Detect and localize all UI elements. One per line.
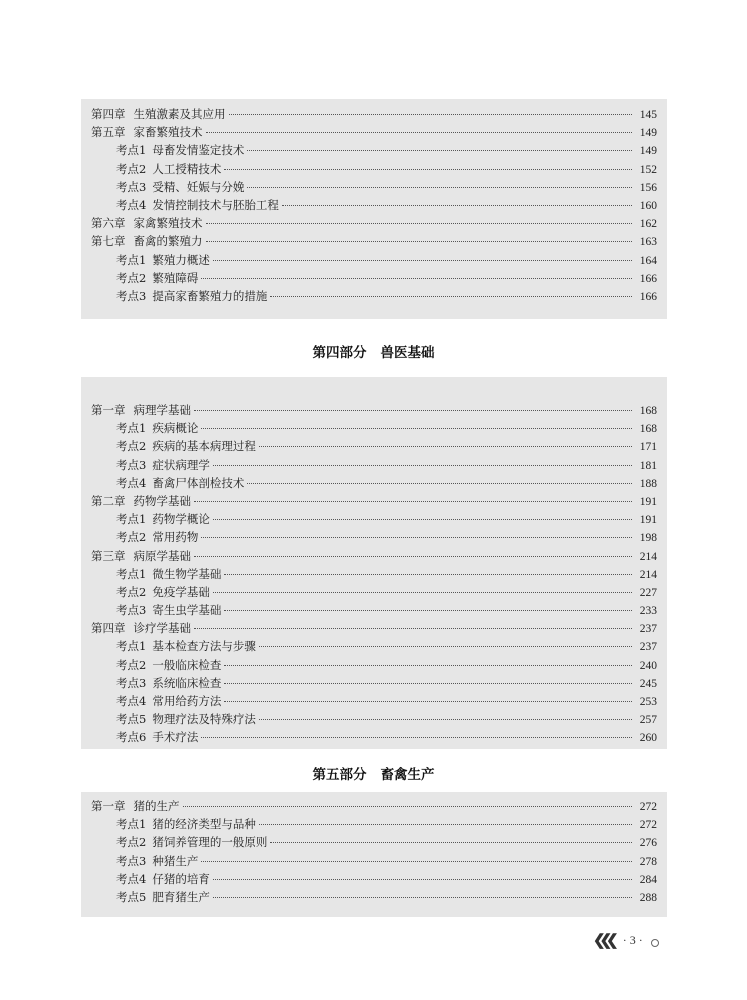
entry-page-number: 214: [639, 550, 657, 563]
entry-title: [116, 601, 221, 619]
entry-title: [116, 160, 221, 178]
toc-topic-entry[interactable]: [91, 474, 657, 492]
entry-number: 考点2: [116, 835, 147, 850]
entry-text: 常用药物: [152, 530, 199, 545]
entry-title: [116, 178, 244, 196]
entry-page-number: 240: [639, 659, 657, 672]
entry-title: [116, 833, 267, 851]
dot-leader: [213, 879, 632, 880]
entry-number: 考点2: [116, 584, 147, 599]
entry-text: 手术疗法: [152, 730, 199, 745]
entry-text: 繁殖力概述: [152, 252, 210, 267]
entry-title: [116, 456, 210, 474]
toc-topic-entry[interactable]: [91, 656, 657, 674]
entry-text: 免疫学基础: [152, 584, 210, 599]
entry-page-number: 156: [639, 181, 657, 194]
entry-number: 考点4: [116, 197, 147, 212]
dot-leader: [201, 428, 632, 429]
entry-title: [91, 619, 191, 637]
part-label: 第五部分: [312, 767, 367, 783]
toc-topic-entry[interactable]: [91, 674, 657, 692]
dot-leader: [247, 483, 632, 484]
entry-number: 考点3: [116, 675, 147, 690]
toc-topic-entry[interactable]: [91, 419, 657, 437]
toc-topic-entry[interactable]: [91, 601, 657, 619]
entry-text: 微生物学基础: [152, 566, 222, 581]
entry-title: [116, 251, 210, 269]
dot-leader: [201, 537, 632, 538]
dot-leader: [224, 701, 632, 702]
entry-title: [116, 269, 198, 287]
entry-page-number: 181: [639, 459, 657, 472]
entry-page-number: 162: [639, 218, 657, 231]
entry-page-number: 260: [639, 732, 657, 745]
entry-number: 考点4: [116, 871, 147, 886]
entry-title: [116, 656, 221, 674]
entry-text: 提高家畜繁殖力的措施: [152, 288, 268, 303]
dot-leader: [259, 719, 632, 720]
entry-title: [116, 474, 244, 492]
entry-number: 第七章: [91, 234, 126, 249]
entry-text: 病原学基础: [133, 548, 191, 563]
entry-number: 第二章: [91, 493, 126, 508]
entry-page-number: 191: [639, 514, 657, 527]
toc-chapter-entry[interactable]: [91, 492, 657, 510]
entry-number: 第四章: [91, 621, 126, 636]
dot-leader: [224, 169, 632, 170]
entry-page-number: 149: [639, 145, 657, 158]
entry-title: [116, 528, 198, 546]
entry-page-number: 171: [639, 441, 657, 454]
entry-title: [91, 401, 191, 419]
entry-number: 考点1: [116, 512, 147, 527]
entry-page-number: 164: [639, 254, 657, 267]
dot-leader: [270, 296, 632, 297]
toc-topic-entry[interactable]: [91, 565, 657, 583]
toc-block-part3: [81, 99, 667, 319]
page-number: · 3 ·: [622, 933, 643, 947]
dot-leader: [224, 683, 632, 684]
dot-leader: [213, 260, 632, 261]
entry-text: 基本检查方法与步骤: [152, 639, 256, 654]
entry-title: [116, 437, 256, 455]
entry-text: 猪的生产: [133, 799, 180, 813]
entry-page-number: 272: [639, 819, 657, 832]
entry-text: 畜禽尸体剖检技术: [152, 475, 245, 490]
entry-title: [91, 105, 226, 123]
toc-topic-entry[interactable]: [91, 852, 657, 870]
entry-page-number: 149: [639, 127, 657, 140]
entry-number: 考点3: [116, 603, 147, 618]
entry-page-number: 227: [639, 586, 657, 599]
toc-topic-entry[interactable]: [91, 510, 657, 528]
entry-title: [116, 565, 221, 583]
entry-page-number: 214: [639, 568, 657, 581]
dot-leader: [282, 205, 632, 206]
circle-icon: [651, 939, 659, 947]
entry-text: 系统临床检查: [152, 675, 222, 690]
entry-number: 第一章: [91, 403, 126, 417]
entry-number: 考点2: [116, 161, 147, 176]
entry-text: 种猪生产: [152, 853, 199, 868]
entry-page-number: 237: [639, 623, 657, 636]
entry-number: 考点3: [116, 288, 147, 303]
entry-text: 药物学基础: [133, 493, 191, 508]
entry-text: 疾病概论: [152, 421, 199, 436]
entry-number: 考点2: [116, 657, 147, 672]
double-chevron-left-icon: ❮❮❮: [593, 933, 613, 949]
entry-text: 病理学基础: [133, 403, 191, 417]
entry-number: 第六章: [91, 216, 126, 231]
entry-text: 一般临床检查: [152, 657, 222, 672]
dot-leader: [213, 897, 632, 898]
entry-number: 考点5: [116, 712, 147, 727]
toc-chapter-entry[interactable]: [91, 123, 657, 141]
entry-page-number: 237: [639, 641, 657, 654]
entry-title: [116, 510, 210, 528]
toc-topic-entry[interactable]: [91, 251, 657, 269]
dot-leader: [213, 519, 632, 520]
entry-number: 考点6: [116, 730, 147, 745]
toc-chapter-entry[interactable]: [91, 401, 657, 419]
entry-text: 药物学概论: [152, 512, 210, 527]
dot-leader: [194, 628, 632, 629]
toc-topic-entry[interactable]: [91, 437, 657, 455]
part-name: 兽医基础: [380, 345, 435, 361]
entry-text: 寄生虫学基础: [152, 603, 222, 618]
dot-leader: [206, 241, 633, 242]
toc-chapter-entry[interactable]: [91, 232, 657, 250]
toc-chapter-entry[interactable]: [91, 214, 657, 232]
entry-number: 第五章: [91, 125, 126, 140]
entry-page-number: 198: [639, 532, 657, 545]
toc-topic-entry[interactable]: [91, 833, 657, 851]
entry-text: 症状病理学: [152, 457, 210, 472]
entry-title: [116, 815, 256, 833]
entry-number: 考点4: [116, 475, 147, 490]
entry-text: 受精、妊娠与分娩: [152, 179, 245, 194]
dot-leader: [206, 132, 633, 133]
entry-number: 考点3: [116, 179, 147, 194]
dot-leader: [201, 861, 632, 862]
toc-chapter-entry[interactable]: [91, 105, 657, 123]
toc-chapter-entry[interactable]: [91, 797, 657, 815]
part-heading-5: [0, 763, 747, 783]
entry-text: 猪的经济类型与品种: [152, 817, 256, 832]
entry-number: 考点2: [116, 530, 147, 545]
dot-leader: [213, 465, 632, 466]
entry-number: 考点1: [116, 639, 147, 654]
entry-page-number: 188: [639, 477, 657, 490]
toc-topic-entry[interactable]: [91, 888, 657, 906]
entry-title: [116, 637, 256, 655]
entry-number: 考点4: [116, 694, 147, 708]
toc-block-part4: [81, 377, 667, 749]
dot-leader: [247, 150, 632, 151]
entry-number: 考点2: [116, 439, 147, 454]
dot-leader: [270, 842, 632, 843]
entry-number: 考点5: [116, 889, 147, 904]
entry-page-number: 288: [639, 891, 657, 904]
toc-topic-entry[interactable]: [91, 269, 657, 287]
entry-text: 母畜发情鉴定技术: [152, 143, 245, 158]
entry-number: 考点1: [116, 566, 147, 581]
entry-page-number: 168: [639, 423, 657, 436]
entry-number: 第一章: [91, 799, 126, 813]
dot-leader: [194, 410, 632, 411]
dot-leader: [201, 278, 632, 279]
entry-title: [116, 196, 279, 214]
toc-topic-entry[interactable]: [91, 815, 657, 833]
toc-topic-entry[interactable]: [91, 178, 657, 196]
entry-page-number: 284: [639, 873, 657, 886]
entry-number: 考点1: [116, 252, 147, 267]
entry-number: 考点3: [116, 457, 147, 472]
entry-page-number: 152: [639, 163, 657, 176]
dot-leader: [224, 610, 632, 611]
entry-title: [91, 492, 191, 510]
entry-page-number: 233: [639, 605, 657, 618]
part-heading-4: [0, 341, 747, 361]
toc-topic-entry[interactable]: [91, 528, 657, 546]
entry-text: 诊疗学基础: [133, 621, 191, 636]
entry-title: [91, 547, 191, 565]
toc-topic-entry[interactable]: [91, 870, 657, 888]
dot-leader: [229, 114, 633, 115]
part-name: 畜禽生产: [380, 767, 435, 783]
entry-text: 疾病的基本病理过程: [152, 439, 256, 454]
entry-number: 第三章: [91, 548, 126, 563]
toc-topic-entry[interactable]: [91, 728, 657, 746]
entry-page-number: 272: [639, 801, 657, 813]
toc-topic-entry[interactable]: [91, 287, 657, 305]
entry-page-number: 276: [639, 837, 657, 850]
entry-number: 考点1: [116, 143, 147, 158]
entry-page-number: 168: [639, 405, 657, 417]
toc-topic-entry[interactable]: [91, 637, 657, 655]
entry-title: [116, 674, 221, 692]
dot-leader: [247, 187, 632, 188]
entry-page-number: 160: [639, 199, 657, 212]
entry-title: [116, 583, 210, 601]
entry-text: 畜禽的繁殖力: [133, 234, 203, 249]
dot-leader: [259, 646, 632, 647]
entry-title: [91, 123, 203, 141]
toc-chapter-entry[interactable]: [91, 619, 657, 637]
entry-title: [116, 852, 198, 870]
entry-title: [91, 232, 203, 250]
dot-leader: [224, 574, 632, 575]
entry-page-number: 245: [639, 677, 657, 690]
entry-page-number: 253: [639, 696, 657, 708]
entry-title: [116, 888, 210, 906]
entry-text: 家禽繁殖技术: [133, 216, 203, 231]
entry-page-number: 145: [639, 109, 657, 121]
entry-page-number: 163: [639, 236, 657, 249]
dot-leader: [224, 665, 632, 666]
entry-title: [116, 141, 244, 159]
dot-leader: [194, 501, 632, 502]
toc-topic-entry[interactable]: [91, 692, 657, 710]
part-label: 第四部分: [312, 345, 367, 361]
entry-number: 考点2: [116, 270, 147, 285]
entry-text: 肥育猪生产: [152, 889, 210, 904]
dot-leader: [259, 446, 632, 447]
entry-title: [116, 419, 198, 437]
entry-title: [116, 692, 221, 710]
entry-text: 猪饲养管理的一般原则: [152, 835, 268, 850]
toc-topic-entry[interactable]: [91, 583, 657, 601]
entry-page-number: 191: [639, 495, 657, 508]
toc-block-part5: [81, 792, 667, 917]
toc-topic-entry[interactable]: [91, 710, 657, 728]
dot-leader: [259, 824, 632, 825]
entry-text: 常用给药方法: [152, 694, 222, 708]
dot-leader: [201, 737, 632, 738]
page-footer: [593, 931, 659, 950]
entry-text: 繁殖障碍: [152, 270, 199, 285]
entry-text: 仔猪的培育: [152, 871, 210, 886]
dot-leader: [213, 592, 632, 593]
toc-topic-entry[interactable]: [91, 196, 657, 214]
entry-title: [116, 710, 256, 728]
entry-number: 第四章: [91, 107, 126, 121]
entry-title: [91, 797, 180, 815]
toc-topic-entry[interactable]: [91, 456, 657, 474]
entry-page-number: 257: [639, 714, 657, 727]
entry-text: 发情控制技术与胚胎工程: [152, 197, 279, 212]
dot-leader: [206, 223, 633, 224]
toc-topic-entry[interactable]: [91, 141, 657, 159]
entry-number: 考点1: [116, 421, 147, 436]
entry-number: 考点3: [116, 853, 147, 868]
entry-number: 考点1: [116, 817, 147, 832]
entry-title: [91, 214, 203, 232]
entry-title: [116, 870, 210, 888]
toc-chapter-entry[interactable]: [91, 547, 657, 565]
entry-page-number: 166: [639, 290, 657, 303]
entry-text: 物理疗法及特殊疗法: [152, 712, 256, 727]
dot-leader: [183, 806, 633, 807]
entry-title: [116, 287, 267, 305]
entry-text: 家畜繁殖技术: [133, 125, 203, 140]
entry-text: 人工授精技术: [152, 161, 222, 176]
entry-text: 生殖激素及其应用: [133, 107, 226, 121]
toc-topic-entry[interactable]: [91, 160, 657, 178]
entry-page-number: 166: [639, 272, 657, 285]
entry-page-number: 278: [639, 855, 657, 868]
entry-title: [116, 728, 198, 746]
dot-leader: [194, 556, 632, 557]
